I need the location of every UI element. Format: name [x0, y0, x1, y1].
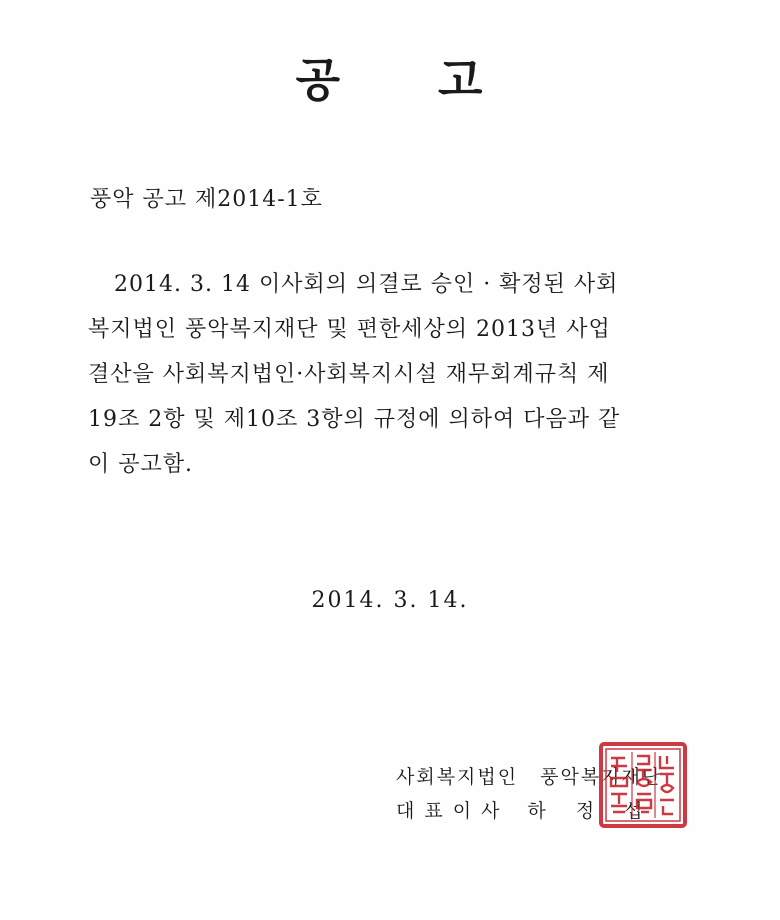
org-type: 사회복지법인 — [396, 766, 519, 788]
notice-number: 풍악 공고 제2014-1호 — [90, 187, 323, 212]
rep-name: 하정섭 — [527, 800, 673, 822]
notice-date: 2014. 3. 14. — [311, 588, 469, 613]
org-name: 풍악복지재단 — [540, 766, 663, 788]
body-line: 19조 2항 및 제10조 3항의 규정에 의하여 다음과 같 — [88, 407, 621, 432]
body-line: 이 공고함. — [88, 452, 193, 477]
body-line: 결산을 사회복지법인·사회복지시설 재무회계규칙 제 — [88, 362, 610, 387]
document-title — [0, 44, 780, 110]
title-char-1: 공 — [295, 53, 342, 107]
title-char-2: 고 — [438, 53, 485, 107]
body-line: 2014. 3. 14 이사회의 의결로 승인 · 확정된 사회 — [114, 272, 619, 297]
body-line: 복지법인 풍악복지재단 및 편한세상의 2013년 사업 — [88, 317, 611, 342]
notice-body — [88, 262, 678, 487]
rep-title: 대표이사 — [396, 800, 510, 822]
official-seal-icon — [597, 740, 689, 830]
